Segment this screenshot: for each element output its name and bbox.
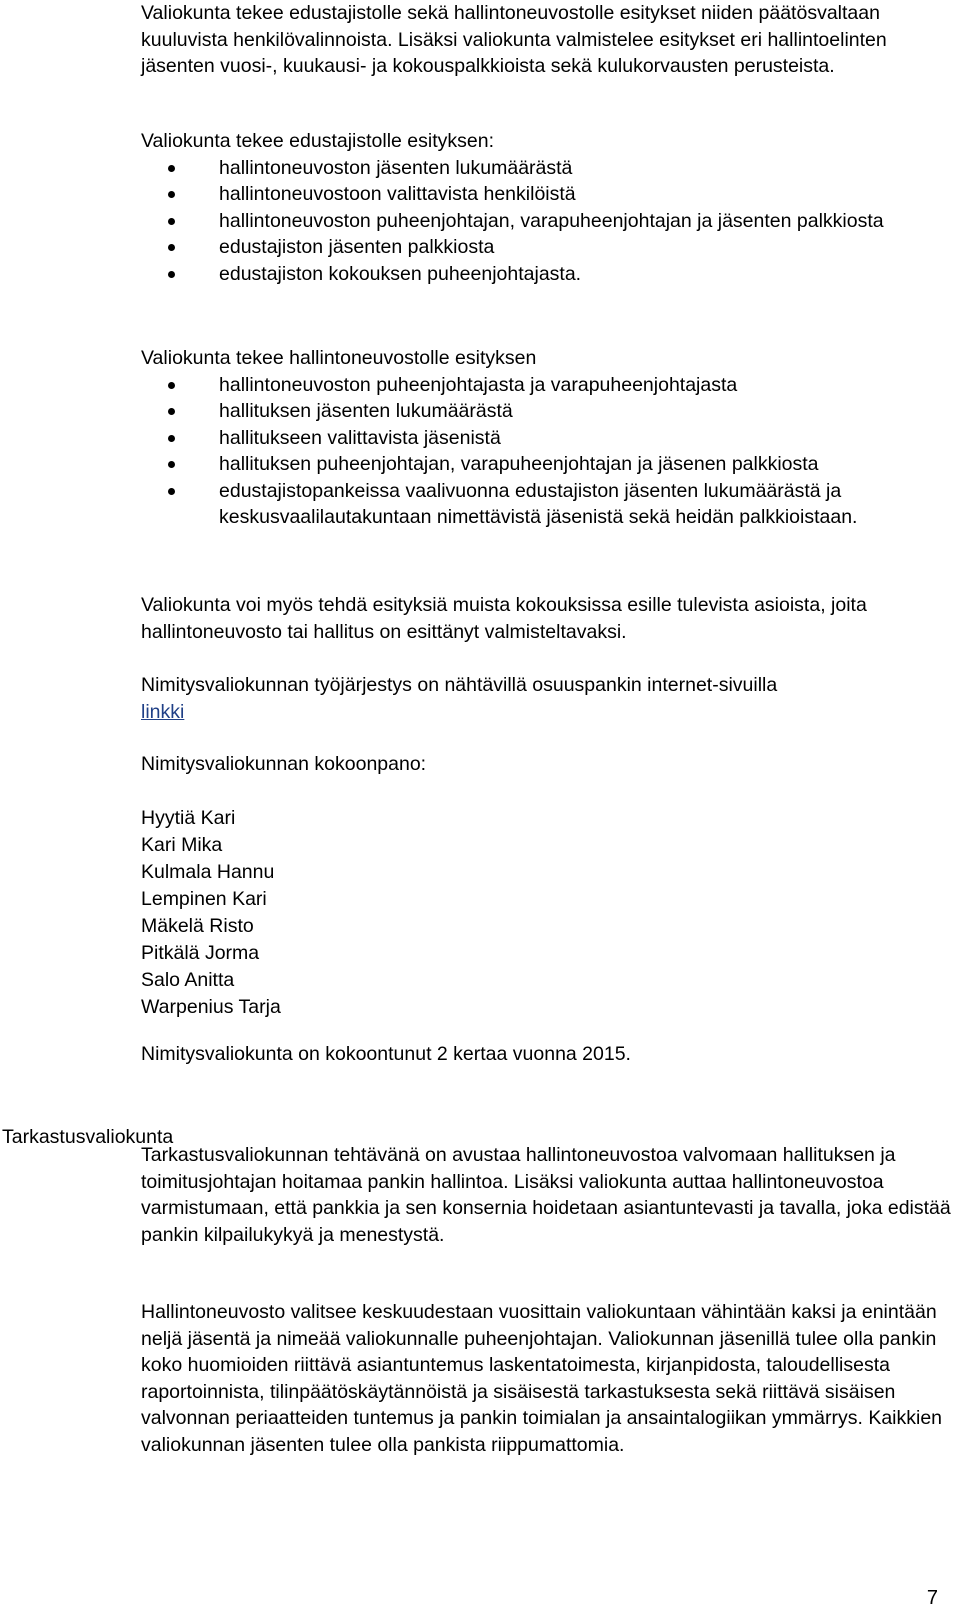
meetings-text: Nimitysvaliokunta on kokoontunut 2 kertaa vuonna 2015. [141, 1043, 631, 1065]
rules-paragraph [141, 672, 951, 725]
list-item: hallintoneuvoston puheenjohtajasta ja varapuheenjohtajasta [141, 372, 951, 399]
list-item: hallituksen puheenjohtajan, varapuheenjohtajan ja jäsenen palkkiosta [141, 451, 951, 478]
rules-link[interactable]: linkki [141, 700, 185, 723]
other-matters-paragraph [141, 592, 951, 645]
list-item: edustajistopankeissa vaalivuonna edustajiston jäsenten lukumäärästä ja keskusvaalilautakuntaan nimettävistä jäsenistä sekä heidän palkkioistaan. [141, 478, 951, 531]
member-name: Hyytiä Kari [141, 807, 236, 829]
member-name: Lempinen Kari [141, 888, 267, 910]
audit-paragraph-1 [141, 1142, 951, 1248]
intro-text: Valiokunta tekee edustajistolle sekä hallintoneuvostolle esitykset niiden päätösvaltaan kuuluvista henkilövalinnoista. Lisäksi valiokunta valmistelee esitykset eri hallintoelinten jäsenten vuosi-, kuukausi- ja kokouspalkkioista sekä kulukorvausten perusteista. [141, 2, 887, 77]
audit-text-2: Hallintoneuvosto valitsee keskuudestaan vuosittain valiokuntaan vähintään kaksi ja enintään neljä jäsentä ja nimeää valiokunnalle puheenjohtajan. Valiokunnan jäsenillä tulee olla pankin koko huomioiden riittävä asiantuntemus laskentatoimesta, kirjanpidosta, taloudellisesta raportoinnista, tilinpäätöskäytännöistä ja sisäisestä tarkastuksesta sekä riittävä sisäisen valvonnan periaatteiden tuntemus ja pankin toimialan ja ansaintalogiikan ymmärrys. Kaikkien valiokunnan jäsenten tulee olla pankista riippumattomia. [141, 1301, 943, 1456]
list-item: hallituksen jäsenten lukumäärästä [141, 398, 951, 425]
other-matters-text: Valiokunta voi myös tehdä esityksiä muista kokouksissa esille tulevista asioista, joita hallintoneuvosto tai hallitus on esittänyt valmisteltavaksi. [141, 594, 867, 643]
edustajisto-heading: Valiokunta tekee edustajistolle esityksen: [141, 130, 495, 152]
member-name: Mäkelä Risto [141, 915, 254, 937]
intro-paragraph [141, 0, 951, 80]
list-item: hallintoneuvostoon valittavista henkilöistä [141, 181, 951, 208]
member-name: Kari Mika [141, 834, 223, 856]
hallintoneuvosto-section [141, 345, 951, 531]
hallintoneuvosto-list [141, 372, 951, 531]
list-item: hallintoneuvoston puheenjohtajan, varapuheenjohtajan ja jäsenten palkkiosta [141, 208, 951, 235]
member-name: Salo Anitta [141, 969, 235, 991]
rules-label: Nimitysvaliokunnan työjärjestys on nähtävillä osuuspankin internet-sivuilla [141, 674, 778, 696]
meetings-paragraph [141, 1041, 951, 1068]
composition-heading: Nimitysvaliokunnan kokoonpano: [141, 753, 427, 775]
audit-side-heading: Tarkastusvaliokunta [2, 1126, 174, 1148]
composition-section [141, 751, 951, 778]
list-item: edustajiston jäsenten palkkiosta [141, 234, 951, 261]
list-item: edustajiston kokouksen puheenjohtajasta. [141, 261, 951, 288]
rules-text [141, 672, 951, 725]
edustajisto-section [141, 128, 951, 287]
list-item: hallintoneuvoston jäsenten lukumäärästä [141, 155, 951, 182]
audit-text-1: Tarkastusvaliokunnan tehtävänä on avustaa hallintoneuvostoa valvomaan hallituksen ja toimitusjohtajan hoitamaa pankin hallintoa. Lisäksi valiokunta auttaa hallintoneuvostoa varmistumaan, että pankkia ja sen konsernia hoidetaan asiantuntevasti ja tavalla, joka edistää pankin kilpailukykyä ja menestystä. [141, 1144, 951, 1246]
member-name: Warpenius Tarja [141, 996, 281, 1018]
edustajisto-list [141, 155, 951, 288]
hallintoneuvosto-heading: Valiokunta tekee hallintoneuvostolle esityksen [141, 347, 537, 369]
audit-paragraph-2 [141, 1299, 951, 1458]
list-item: hallitukseen valittavista jäsenistä [141, 425, 951, 452]
page-number: 7 [926, 1587, 938, 1609]
member-name: Pitkälä Jorma [141, 942, 260, 964]
member-name: Kulmala Hannu [141, 861, 275, 883]
member-list [141, 805, 951, 1021]
